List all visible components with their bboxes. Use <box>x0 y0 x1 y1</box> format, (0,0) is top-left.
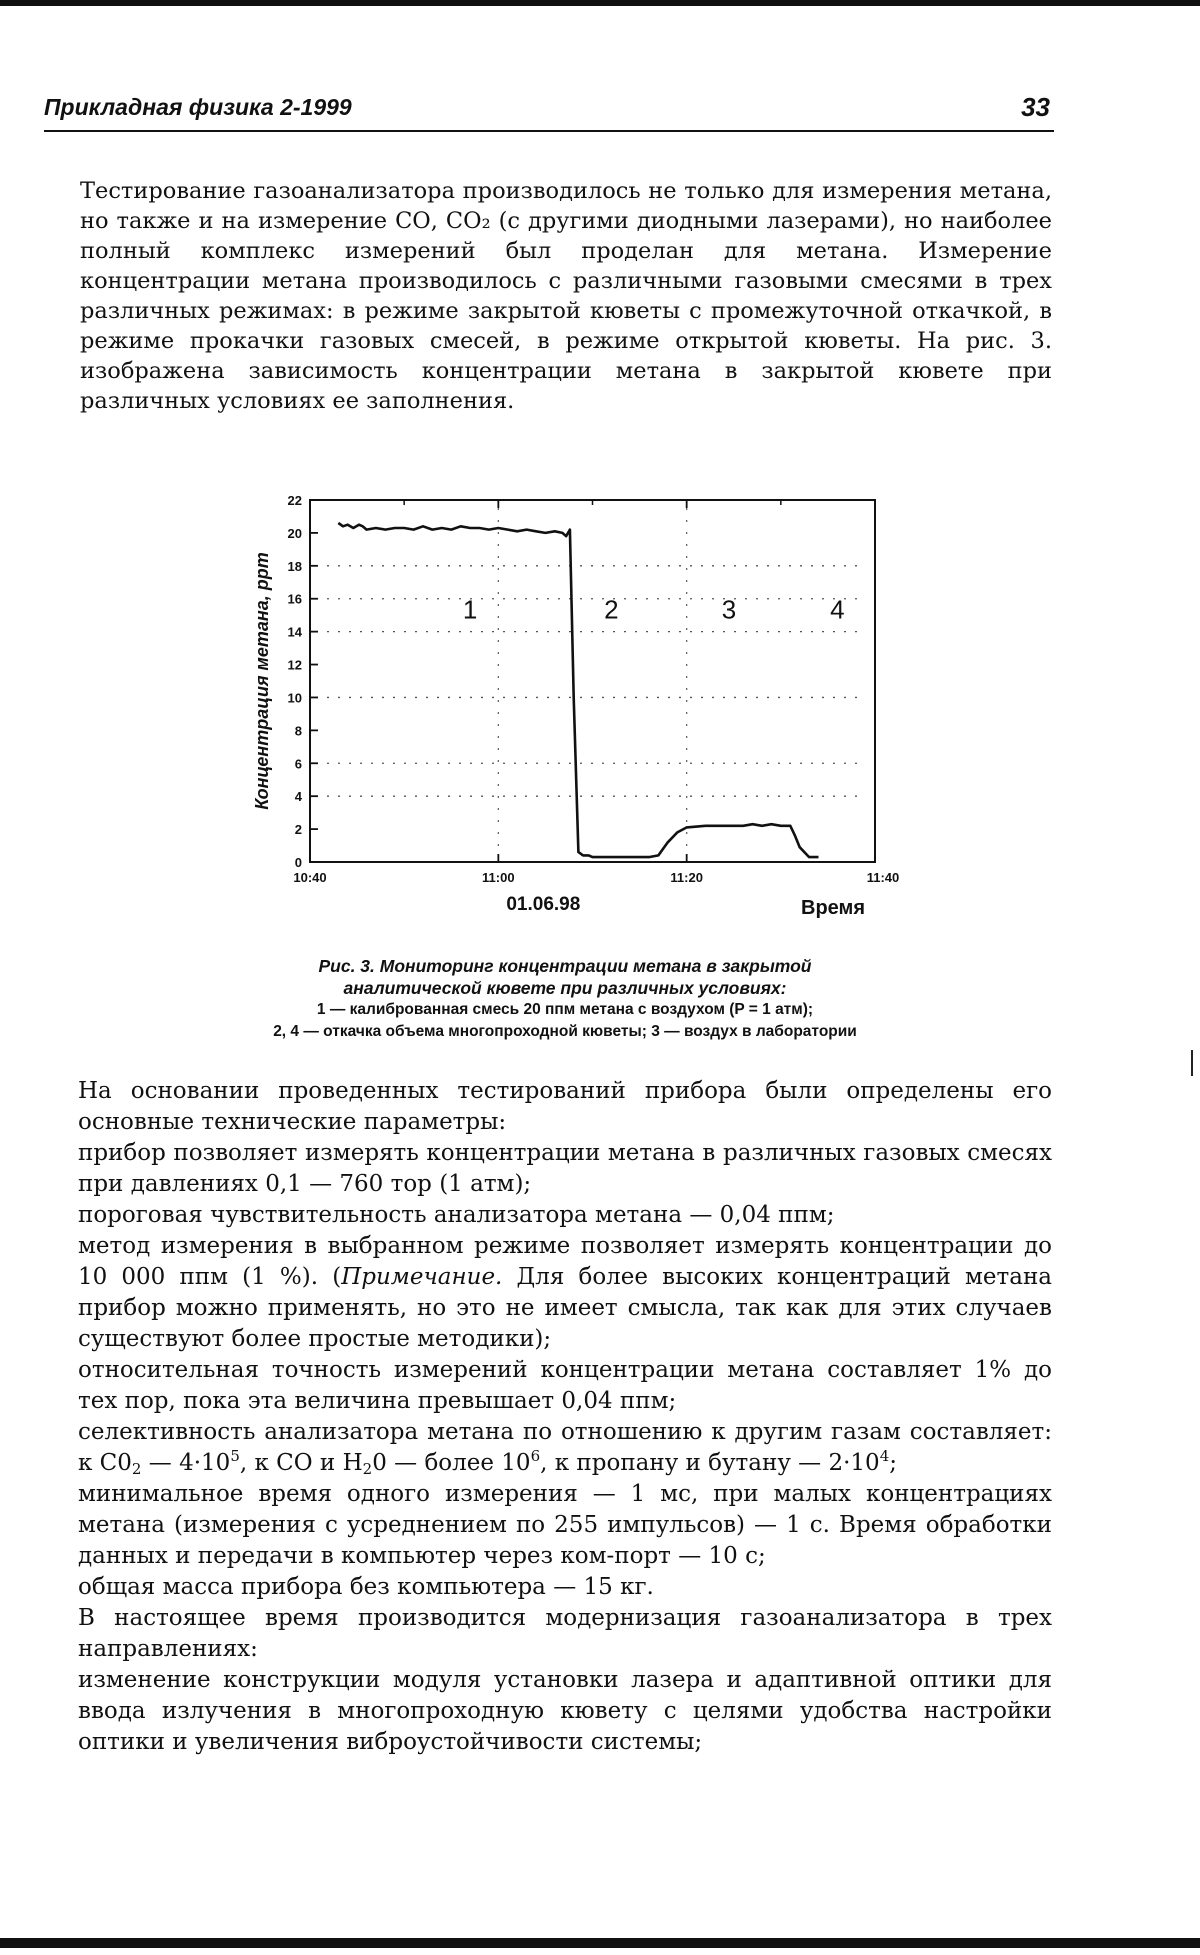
bottom-scan-border <box>0 1938 1200 1948</box>
caption-legend-line-2: 2, 4 — откачка объема многопроходной кюветы; 3 — воздух в лаборатории <box>273 1023 857 1040</box>
selectivity-text-c: , к СО и Н <box>239 1450 363 1476</box>
parameter-mass: общая масса прибора без компьютера — 15 кг. <box>78 1574 654 1600</box>
caption-legend-line-1: 1 — калиброванная смесь 20 ппм метана с воздухом (P = 1 атм); <box>316 1001 814 1018</box>
parameters-intro: На основании проведенных тестирований прибора были определены его основные технические параметры: <box>78 1078 1052 1135</box>
x-tick-label-3: 11:40 <box>866 870 900 885</box>
selectivity-sup-3: 4 <box>879 1447 890 1465</box>
selectivity-sup-2: 6 <box>530 1447 541 1465</box>
parameter-accuracy: относительная точность измерений концентрации метана составляет 1% до тех пор, пока эта величина превышает 0,04 ппм; <box>78 1357 1052 1414</box>
y-axis-label: Концентрация метана, ppm <box>252 552 272 810</box>
selectivity-sub-1: 2 <box>131 1460 142 1478</box>
parameter-pressure-range: прибор позволяет измерять концентрации метана в различных газовых смесях при давлениях 0,1 — 760 тор (1 атм); <box>78 1140 1052 1197</box>
selectivity-text-f: ; <box>889 1450 897 1476</box>
y-tick-label-14: 14 <box>287 624 302 640</box>
selectivity-text-e: , к пропану и бутану — 2·10 <box>540 1450 880 1476</box>
selectivity-text-a: селективность анализатора метана по отношению к другим газам составляет: к С0 <box>78 1419 1052 1476</box>
selectivity-text-d: 0 — более 10 <box>372 1450 531 1476</box>
y-tick-label-12: 12 <box>287 657 302 673</box>
y-tick-label-20: 20 <box>287 525 302 541</box>
y-tick-label-16: 16 <box>287 591 302 607</box>
selectivity-sup-1: 5 <box>230 1447 240 1465</box>
plot-frame <box>310 500 875 862</box>
note-label: Примечание. <box>341 1264 503 1290</box>
y-tick-label-8: 8 <box>294 723 302 739</box>
page-header <box>44 90 1054 132</box>
measurement-range-text: метод измерения в выбранном режиме позволяет измерять концентрации до 10 000 ппм (1 %). ( <box>78 1233 1052 1290</box>
journal-title: Прикладная физика 2-1999 <box>44 94 352 120</box>
modernization-item-1: изменение конструкции модуля установки лазера и адаптивной оптики для ввода излучения в многопроходную кювету с целями удобства настройки оптики и увеличения виброустойчивости системы; <box>78 1667 1052 1755</box>
chart-svg <box>240 480 900 930</box>
x-tick-label-0: 10:40 <box>293 870 327 885</box>
page-number: 33 <box>1021 92 1050 122</box>
region-label-1: 1 <box>462 594 478 625</box>
y-tick-label-4: 4 <box>294 789 302 805</box>
parameter-sensitivity: пороговая чувствительность анализатора метана — 0,04 ппм; <box>78 1202 835 1228</box>
modernization-intro: В настоящее время производится модернизация газоанализатора в трех направлениях: <box>78 1605 1052 1662</box>
x-axis-label: Время <box>801 897 865 919</box>
selectivity-text-b: — 4·10 <box>141 1450 231 1476</box>
date-label: 01.06.98 <box>506 894 581 915</box>
selectivity-sub-2: 2 <box>362 1460 373 1478</box>
caption-title-line-2: аналитической кювете при различных условиях: <box>343 978 787 998</box>
y-tick-label-10: 10 <box>287 690 302 706</box>
y-tick-label-2: 2 <box>294 822 302 838</box>
margin-mark <box>1191 1050 1193 1076</box>
parameter-measurement-range <box>78 1231 1052 1355</box>
parameter-selectivity <box>78 1417 1052 1479</box>
x-tick-label-1: 11:00 <box>482 870 515 885</box>
parameter-measurement-time: минимальное время одного измерения — 1 мс, при малых концентрациях метана (измерения с усреднением по 255 импульсов) — 1 с. Время обработки данных и передачи в компьютер через ком-порт — 10 с; <box>78 1481 1052 1569</box>
note-text: Для более высоких концентраций метана прибор можно применять, но это не имеет смысла, так как для этих случаев существуют более простые методики); <box>78 1264 1052 1352</box>
y-tick-label-22: 22 <box>287 493 302 508</box>
figure-caption <box>160 955 970 1043</box>
y-tick-label-18: 18 <box>287 558 302 574</box>
y-tick-label-6: 6 <box>294 756 302 772</box>
region-label-2: 2 <box>604 594 619 625</box>
parameters-section <box>78 1076 1052 1758</box>
intro-paragraph: Тестирование газоанализатора производилось не только для измерения метана, но также и на измерение СО, СО₂ (с другими диодными лазерами), но наиболее полный комплекс измерений был проделан для метана. Измерение концентрации метана производилось с различными газовыми смесями в трех различных режимах: в режиме закрытой кюветы с промежуточной откачкой, в режиме прокачки газовых смесей, в режиме открытой кюветы. На рис. 3. изображена зависимость концентрации метана в закрытой кювете при различных условиях ее заполнения. <box>80 178 1052 414</box>
region-label-3: 3 <box>721 594 737 625</box>
figure-3-chart <box>240 480 900 930</box>
x-tick-label-2: 11:20 <box>670 870 703 885</box>
series-line-0 <box>338 523 818 857</box>
region-label-4: 4 <box>830 594 845 625</box>
y-tick-label-0: 0 <box>294 855 302 870</box>
top-scan-border <box>0 0 1200 6</box>
caption-title-line-1: Рис. 3. Мониторинг концентрации метана в закрытой <box>318 956 812 976</box>
